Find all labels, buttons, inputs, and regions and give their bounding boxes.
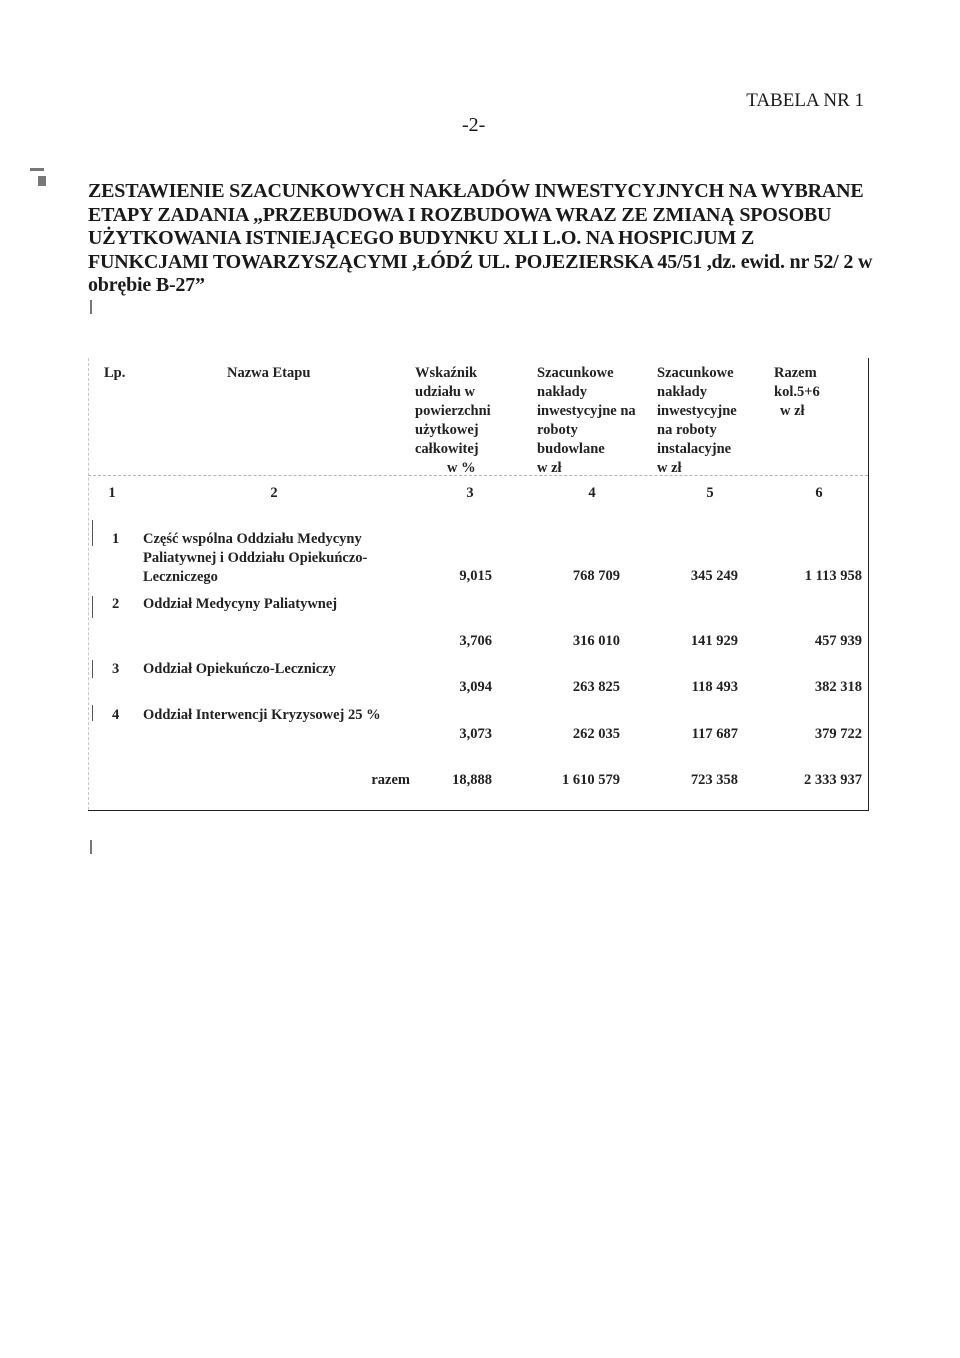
table-number-label: TABELA NR 1 (746, 90, 864, 111)
header-installation-line: instalacyjne (657, 441, 732, 457)
summary-share: 18,888 (452, 772, 492, 788)
row-construction: 262 035 (572, 726, 620, 742)
scan-artifact (92, 660, 94, 678)
header-construction-line: w zł (537, 460, 562, 476)
row-name-line: Oddział Opiekuńczo-Leczniczy (143, 661, 336, 677)
row-construction: 768 709 (572, 568, 620, 584)
page-number: -2- (462, 114, 486, 136)
header-share-line: powierzchni (415, 403, 491, 419)
header-total-line: w zł (780, 403, 805, 419)
header-installation-line: na roboty (657, 422, 717, 438)
header-lp: Lp. (104, 365, 126, 381)
header-share-line: całkowitej (415, 441, 479, 457)
summary-total: 2 333 937 (804, 772, 862, 788)
header-name: Nazwa Etapu (227, 365, 311, 381)
summary-construction: 1 610 579 (562, 772, 620, 788)
row-construction: 263 825 (572, 679, 620, 695)
header-share-line: użytkowej (415, 422, 479, 438)
header-construction-line: nakłady (537, 384, 587, 400)
row-name (143, 595, 413, 614)
row-name-line: Oddział Interwencji Kryzysowej 25 % (143, 707, 381, 723)
row-installation: 141 929 (690, 633, 738, 649)
table-left-edge (88, 358, 90, 810)
header-total (774, 364, 854, 421)
header-installation (657, 364, 767, 478)
column-number: 4 (588, 485, 596, 501)
header-construction-line: budowlane (537, 441, 605, 457)
scan-artifact (92, 596, 94, 618)
row-total: 1 113 958 (804, 568, 862, 584)
row-installation: 118 493 (691, 679, 738, 695)
row-name-line: Część wspólna Oddziału Medycyny (143, 531, 362, 547)
row-construction: 316 010 (572, 633, 620, 649)
header-total-line: Razem (774, 365, 817, 381)
row-name-line: Oddział Medycyny Paliatywnej (143, 596, 338, 612)
column-number: 2 (270, 485, 278, 501)
row-total: 457 939 (814, 633, 862, 649)
row-lp: 4 (112, 707, 120, 723)
header-share (415, 364, 525, 478)
row-installation: 117 687 (691, 726, 738, 742)
column-number: 5 (706, 485, 714, 501)
row-name (143, 706, 413, 725)
header-installation-line: inwestycyjne (657, 403, 737, 419)
row-total: 382 318 (814, 679, 862, 695)
row-share: 3,706 (459, 633, 492, 649)
header-construction-line: roboty (537, 422, 578, 438)
scan-artifact (90, 300, 92, 314)
scan-artifact (90, 840, 92, 854)
summary-installation: 723 358 (690, 772, 738, 788)
row-lp: 3 (112, 661, 120, 677)
document-title: ZESTAWIENIE SZACUNKOWYCH NAKŁADÓW INWESTYCYJNYCH NA WYBRANE ETAPY ZADANIA „PRZEBUDOWA I ROZBUDOWA WRAZ ZE ZMIANĄ SPOSOBU UŻYTKOWANIA ISTNIEJĄCEGO BUDYNKU XLI L.O. NA HOSPICJUM Z FUNKCJAMI TOWARZYSZĄCYMI ,ŁÓDŹ UL. POJEZIERSKA 45/51 ,dz. ewid. nr 52/ 2 w obrębie B-27” (88, 180, 873, 296)
row-total: 379 722 (814, 726, 862, 742)
row-name-line: Leczniczego (143, 569, 218, 585)
row-name-line: Paliatywnej i Oddziału Opiekuńczo- (143, 550, 368, 566)
column-number: 1 (108, 485, 116, 501)
header-share-line: udziału w (415, 384, 476, 400)
header-installation-line: w zł (657, 460, 682, 476)
row-share: 3,094 (459, 679, 492, 695)
header-share-line: Wskaźnik (415, 365, 478, 381)
scan-artifact (30, 168, 44, 171)
row-share: 9,015 (459, 568, 492, 584)
row-name (143, 660, 413, 679)
row-name (143, 530, 413, 587)
header-share-line: w % (447, 460, 476, 476)
header-total-line: kol.5+6 (774, 384, 820, 400)
header-installation-line: nakłady (657, 384, 707, 400)
row-lp: 2 (112, 596, 120, 612)
column-number: 3 (466, 485, 474, 501)
row-share: 3,073 (459, 726, 492, 742)
header-construction-line: Szacunkowe (537, 365, 614, 381)
header-construction (537, 364, 657, 478)
header-installation-line: Szacunkowe (657, 365, 734, 381)
row-installation: 345 249 (690, 568, 738, 584)
scan-artifact (92, 705, 94, 721)
scan-artifact (38, 176, 46, 186)
scan-artifact (92, 520, 94, 546)
header-construction-line: inwestycyjne na (537, 403, 636, 419)
summary-label: razem (371, 772, 410, 788)
row-lp: 1 (112, 531, 120, 547)
column-number: 6 (815, 485, 823, 501)
